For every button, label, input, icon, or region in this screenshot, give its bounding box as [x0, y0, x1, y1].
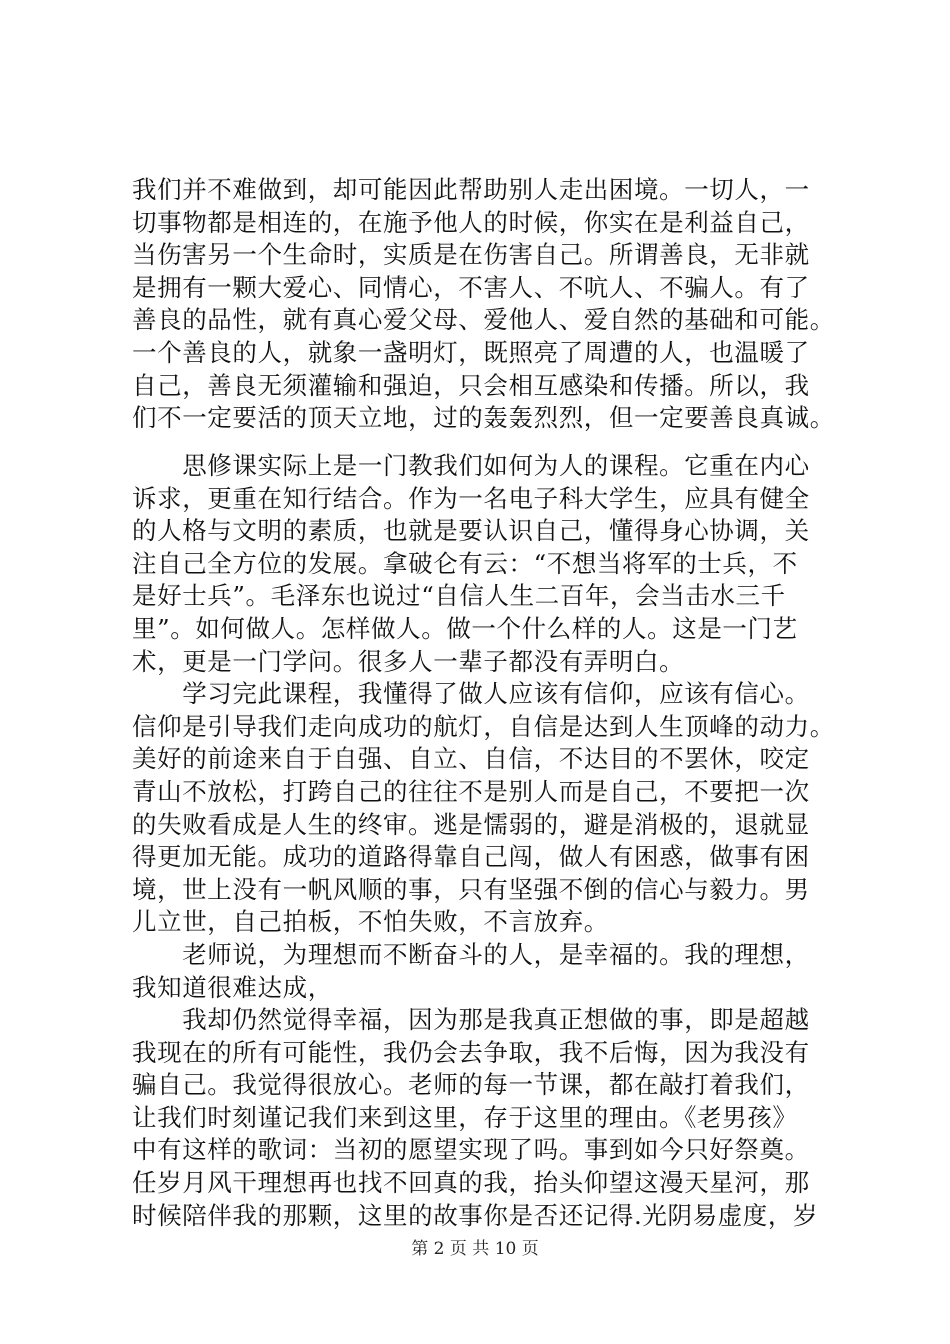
- paragraph-1: [132, 174, 835, 435]
- text-line: 信仰是引导我们走向成功的航灯，自信是达到人生顶峰的动力。: [132, 711, 835, 741]
- text-line: 里”。如何做人。怎样做人。做一个什么样的人。这是一门艺: [132, 613, 798, 643]
- text-line: 让我们时刻谨记我们来到这里，存于这里的理由。《老男孩》: [132, 1102, 798, 1132]
- text-line: 美好的前途来自于自强、自立、自信，不达目的不罢休，咬定: [132, 744, 810, 774]
- text-line: 时候陪伴我的那颗，这里的故事你是否还记得.光阴易虚度，岁: [132, 1200, 819, 1230]
- text-line: 我知道很难达成，: [132, 972, 333, 1002]
- text-line: 自己，善良无须灌输和强迫，只会相互感染和传播。所以，我: [132, 370, 810, 400]
- text-line: 们不一定要活的顶天立地，过的轰轰烈烈，但一定要善良真诚。: [132, 403, 835, 433]
- text-line: 切事物都是相连的，在施予他人的时候，你实在是利益自己，: [132, 207, 810, 237]
- text-line: 我却仍然觉得幸福，因为那是我真正想做的事，即是超越: [132, 1005, 810, 1035]
- text-line: 诉求，更重在知行结合。作为一名电子科大学生，应具有健全: [132, 483, 810, 513]
- text-line: 是拥有一颗大爱心、同情心，不害人、不吭人、不骗人。有了: [132, 272, 810, 302]
- text-line: 当伤害另一个生命时，实质是在伤害自己。所谓善良，无非就: [132, 240, 810, 270]
- text-line: 青山不放松，打跨自己的往往不是别人而是自己，不要把一次: [132, 776, 810, 806]
- text-line: 得更加无能。成功的道路得靠自己闯，做人有困惑，做事有困: [132, 842, 810, 872]
- text-line: 我们并不难做到，却可能因此帮助别人走出困境。一切人，一: [132, 175, 810, 204]
- text-line: 思修课实际上是一门教我们如何为人的课程。它重在内心: [132, 451, 810, 480]
- text-line: 注自己全方位的发展。拿破仑有云：“不想当将军的士兵，不: [132, 548, 798, 578]
- page-number-footer: 第 2 页 共 10 页: [411, 1239, 539, 1259]
- text-line: 术，更是一门学问。很多人一辈子都没有弄明白。: [132, 646, 685, 676]
- text-line: 骗自己。我觉得很放心。老师的每一节课，都在敲打着我们，: [132, 1070, 810, 1100]
- text-line: 是好士兵”。毛泽东也说过“自信人生二百年，会当击水三千: [132, 581, 786, 611]
- text-line: 境，世上没有一帆风顺的事，只有坚强不倒的信心与毅力。男: [132, 874, 810, 904]
- text-line: 中有这样的歌词：当初的愿望实现了吗。事到如今只好祭奠。: [132, 1135, 810, 1165]
- text-line: 的失败看成是人生的终审。逃是懦弱的，避是消极的，退就显: [132, 809, 810, 839]
- text-line: 老师说，为理想而不断奋斗的人，是幸福的。我的理想，: [132, 939, 810, 969]
- paragraph-2: [132, 450, 835, 1232]
- text-line: 任岁月风干理想再也找不回真的我，抬头仰望这漫天星河，那: [132, 1168, 810, 1198]
- text-line: 学习完此课程，我懂得了做人应该有信仰，应该有信心。: [132, 679, 810, 709]
- text-line: 一个善良的人，就象一盏明灯，既照亮了周遭的人，也温暖了: [132, 337, 810, 367]
- text-line: 善良的品性，就有真心爱父母、爱他人、爱自然的基础和可能。: [132, 305, 835, 335]
- text-line: 我现在的所有可能性，我仍会去争取，我不后悔，因为我没有: [132, 1037, 810, 1067]
- text-line: 的人格与文明的素质，也就是要认识自己，懂得身心协调，关: [132, 516, 810, 546]
- text-line: 儿立世，自己拍板，不怕失败，不言放弃。: [132, 907, 609, 937]
